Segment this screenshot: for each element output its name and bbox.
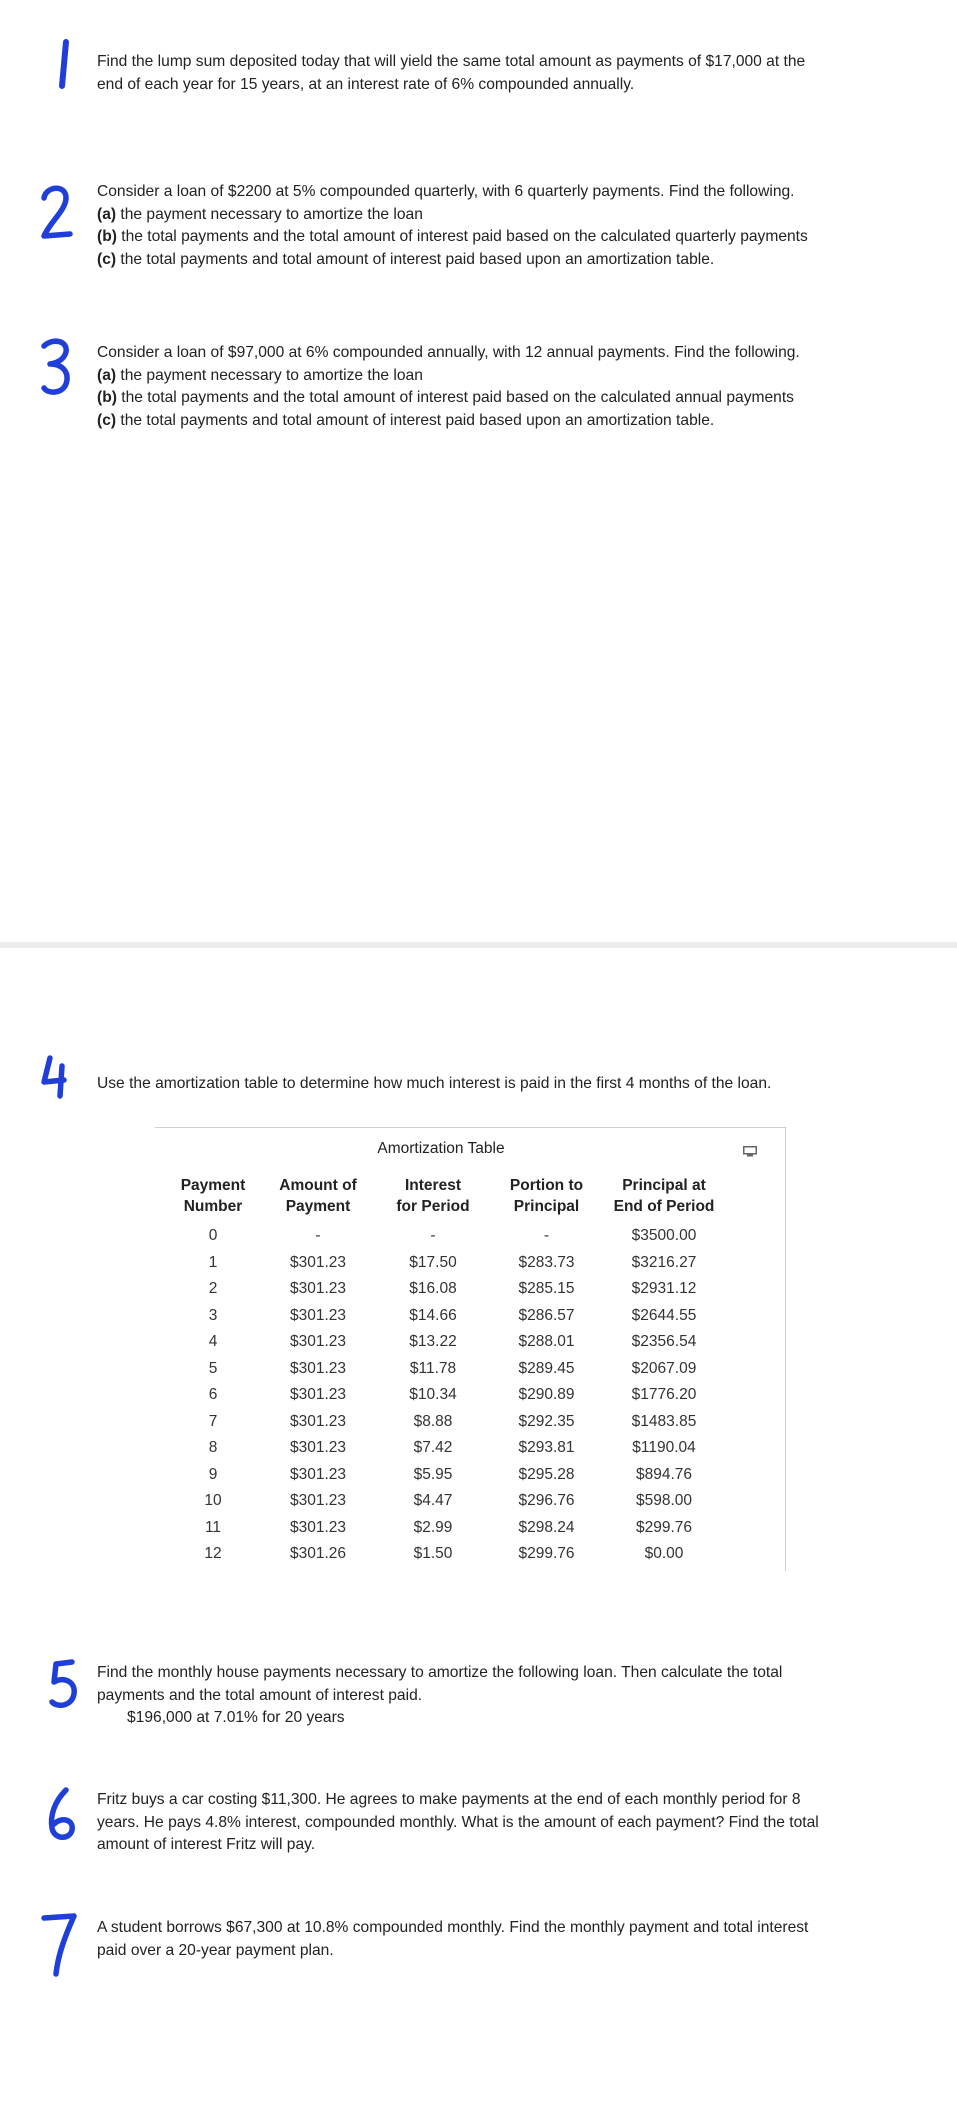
table-row (167, 1303, 724, 1330)
principal-balance-cell: $1776.20 (631, 1386, 697, 1404)
interest-cell: $10.34 (409, 1386, 457, 1404)
header-payment-number: Payment Number (180, 1177, 246, 1215)
principal-portion-cell: $298.24 (518, 1518, 575, 1536)
principal-balance-cell: $3500.00 (631, 1227, 697, 1245)
question-5-line-1: Find the monthly house payments necessary to amortize the following loan. Then calculate the total (97, 1664, 783, 1681)
principal-portion-cell: $292.35 (518, 1412, 575, 1430)
principal-balance-cell: $2356.54 (631, 1333, 697, 1351)
question-6 (97, 1789, 917, 1857)
table-row (167, 1356, 724, 1383)
payment-number-cell: 7 (208, 1412, 218, 1430)
principal-portion-cell: $296.76 (518, 1492, 575, 1510)
header-amount-of-payment: Amount of Payment (279, 1177, 357, 1215)
amount-of-payment-cell: $301.26 (289, 1545, 347, 1563)
amortization-table-panel (155, 1127, 786, 1571)
table-row (167, 1276, 724, 1303)
amount-of-payment-cell: $301.23 (289, 1306, 347, 1324)
principal-balance-cell: $2931.12 (631, 1280, 697, 1298)
header-interest-for-period: Interest for Period (396, 1177, 470, 1215)
principal-portion-cell: $299.76 (518, 1545, 575, 1563)
payment-number-cell: 10 (204, 1492, 222, 1510)
table-row (167, 1223, 724, 1250)
amortization-table-body (167, 1223, 724, 1568)
principal-portion-cell: $286.57 (518, 1306, 575, 1324)
amount-of-payment-cell: $301.23 (289, 1439, 347, 1457)
interest-cell: $17.50 (409, 1253, 457, 1271)
question-2-part-a (97, 204, 917, 227)
question-7-line-2: paid over a 20-year payment plan. (97, 1941, 334, 1959)
payment-number-cell: 4 (208, 1333, 218, 1351)
principal-balance-cell: $598.00 (635, 1492, 693, 1510)
interest-cell: $13.22 (409, 1333, 457, 1351)
principal-balance-cell: $2067.09 (631, 1359, 697, 1377)
interest-cell: $14.66 (409, 1306, 457, 1324)
question-3-part-c (97, 410, 917, 433)
payment-number-cell: 0 (208, 1227, 218, 1245)
question-1 (97, 51, 917, 96)
question-3-intro: Consider a loan of $97,000 at 6% compounded annually, with 12 annual payments. Find the following. (97, 344, 800, 361)
question-3 (97, 342, 917, 432)
question-2-part-c (97, 249, 917, 272)
table-row (167, 1329, 724, 1356)
interest-cell: $11.78 (409, 1359, 457, 1377)
question-3-part-b (97, 387, 917, 410)
section-divider (0, 942, 957, 948)
handwritten-number-6 (44, 1786, 78, 1844)
part-label: (b) (97, 228, 117, 246)
interest-cell: - (430, 1227, 436, 1245)
amortization-table (167, 1175, 724, 1568)
amount-of-payment-cell: $301.23 (289, 1492, 347, 1510)
table-row (167, 1541, 724, 1568)
interest-cell: $8.88 (413, 1412, 453, 1430)
amortization-table-title: Amortization Table (377, 1140, 505, 1157)
table-row (167, 1382, 724, 1409)
principal-portion-cell: $289.45 (518, 1359, 575, 1377)
amount-of-payment-cell: $301.23 (289, 1518, 347, 1536)
question-6-line-3: amount of interest Fritz will pay. (97, 1836, 316, 1854)
principal-balance-cell: $299.76 (635, 1518, 693, 1536)
payment-number-cell: 6 (208, 1386, 218, 1404)
amount-of-payment-cell: $301.23 (289, 1386, 347, 1404)
handwritten-number-3 (38, 336, 74, 398)
part-text: the total payments and total amount of interest paid based upon an amortization table. (116, 250, 715, 268)
part-text: the payment necessary to amortize the loan (116, 205, 423, 223)
table-header-row (167, 1175, 724, 1223)
payment-number-cell: 11 (204, 1518, 222, 1536)
amount-of-payment-cell: $301.23 (289, 1280, 347, 1298)
amount-of-payment-cell: $301.23 (289, 1253, 347, 1271)
question-1-line-1: Find the lump sum deposited today that will yield the same total amount as payments of $17,000 at the (97, 53, 806, 70)
interest-cell: $1.50 (413, 1545, 453, 1563)
part-label: (a) (97, 205, 117, 223)
question-5-line-2: payments and the total amount of interest paid. (97, 1686, 423, 1704)
principal-portion-cell: $285.15 (518, 1280, 575, 1298)
question-4-text: Use the amortization table to determine how much interest is paid in the first 4 months of the loan. (97, 1075, 772, 1092)
principal-balance-cell: $894.76 (635, 1465, 693, 1483)
payment-number-cell: 9 (208, 1465, 218, 1483)
header-portion-to-principal: Portion to Principal (509, 1177, 584, 1215)
amount-of-payment-cell: $301.23 (289, 1465, 347, 1483)
question-1-line-2: end of each year for 15 years, at an interest rate of 6% compounded annually. (97, 75, 635, 93)
question-6-line-1: Fritz buys a car costing $11,300. He agrees to make payments at the end of each monthly period for 8 (97, 1791, 801, 1808)
part-text: the total payments and the total amount of interest paid based on the calculated quarterly payments (116, 228, 808, 246)
principal-balance-cell: $2644.55 (631, 1306, 697, 1324)
table-row (167, 1409, 724, 1436)
table-row (167, 1250, 724, 1277)
question-7-line-1: A student borrows $67,300 at 10.8% compounded monthly. Find the monthly payment and total interest (97, 1919, 809, 1936)
principal-portion-cell: $290.89 (518, 1386, 575, 1404)
part-text: the total payments and total amount of interest paid based upon an amortization table. (116, 411, 715, 429)
question-6-line-2: years. He pays 4.8% interest, compounded monthly. What is the amount of each payment? Find the total (97, 1813, 819, 1831)
part-label: (c) (97, 411, 117, 429)
part-label: (a) (97, 366, 117, 384)
payment-number-cell: 12 (204, 1545, 222, 1563)
question-5 (97, 1662, 917, 1730)
question-2-intro: Consider a loan of $2200 at 5% compounded quarterly, with 6 quarterly payments. Find the following. (97, 183, 795, 200)
principal-portion-cell: $295.28 (518, 1465, 575, 1483)
principal-portion-cell: $288.01 (518, 1333, 575, 1351)
payment-number-cell: 3 (208, 1306, 218, 1324)
interest-cell: $16.08 (409, 1280, 457, 1298)
part-label: (c) (97, 250, 117, 268)
handwritten-number-2 (38, 182, 74, 244)
principal-portion-cell: $283.73 (518, 1253, 575, 1271)
part-label: (b) (97, 389, 117, 407)
question-2-part-b (97, 226, 917, 249)
principal-balance-cell: $1190.04 (632, 1439, 696, 1457)
amount-of-payment-cell: $301.23 (289, 1359, 347, 1377)
interest-cell: $2.99 (413, 1518, 453, 1536)
principal-portion-cell: - (543, 1227, 550, 1245)
table-row (167, 1515, 724, 1542)
table-row (167, 1462, 724, 1489)
handwritten-number-4 (40, 1054, 72, 1100)
principal-balance-cell: $1483.85 (631, 1412, 697, 1430)
payment-number-cell: 1 (208, 1253, 218, 1271)
amount-of-payment-cell: $301.23 (289, 1412, 347, 1430)
question-3-part-a (97, 365, 917, 388)
part-text: the payment necessary to amortize the loan (116, 366, 423, 384)
header-principal-end-of-period: Principal at End of Period (613, 1177, 715, 1215)
payment-number-cell: 5 (208, 1359, 218, 1377)
payment-number-cell: 2 (208, 1280, 218, 1298)
question-2 (97, 181, 917, 271)
amount-of-payment-cell: $301.23 (289, 1333, 347, 1351)
interest-cell: $5.95 (413, 1465, 453, 1483)
handwritten-number-1 (52, 36, 76, 92)
handwritten-number-7 (40, 1912, 80, 1978)
part-text: the total payments and the total amount of interest paid based on the calculated annual payments (116, 389, 794, 407)
principal-portion-cell: $293.81 (518, 1439, 575, 1457)
popout-icon[interactable] (743, 1144, 757, 1155)
question-7 (97, 1917, 917, 1962)
payment-number-cell: 8 (208, 1439, 218, 1457)
principal-balance-cell: $0.00 (644, 1545, 684, 1563)
interest-cell: $7.42 (413, 1439, 453, 1457)
question-5-loan-detail: $196,000 at 7.01% for 20 years (127, 1709, 345, 1727)
interest-cell: $4.47 (413, 1492, 453, 1510)
handwritten-number-5 (48, 1656, 80, 1712)
question-4 (97, 1073, 917, 1096)
principal-balance-cell: $3216.27 (631, 1253, 697, 1271)
table-row (167, 1488, 724, 1515)
amount-of-payment-cell: - (315, 1227, 321, 1245)
table-row (167, 1435, 724, 1462)
